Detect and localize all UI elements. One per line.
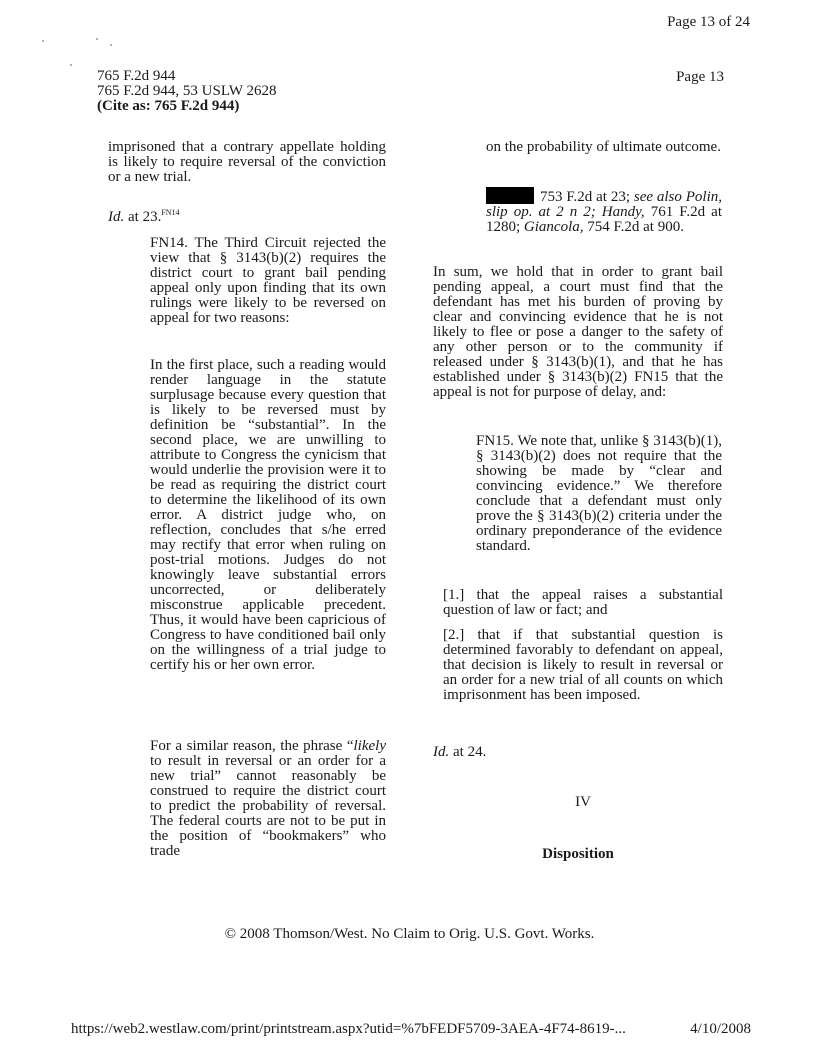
section-heading: Disposition xyxy=(542,846,614,862)
block-quote-2: For a similar reason, the phrase “likely to result in reversal or an order for a new trial” cannot reasonably be construed to require the district court to predict the probability of reversal. The federal courts are not to be put in the position of “bookmakers” who trade xyxy=(150,738,386,859)
citation-line: 765 F.2d 944, 53 USLW 2628 xyxy=(97,83,277,99)
source-url[interactable]: https://web2.westlaw.com/print/printstream.aspx?utid=%7bFEDF5709-3AEA-4F74-8619-... xyxy=(71,1021,626,1037)
copyright-footer: © 2008 Thomson/West. No Claim to Orig. U.S. Govt. Works. xyxy=(224,926,595,942)
list-item-2: [2.] that if that substantial question is determined favorably to defendant on appeal, that decision is likely to result in reversal or an order for a new trial of all counts on which imprisonment has been imposed. xyxy=(443,627,723,703)
paragraph-text: imprisoned that a contrary appellate holding is likely to require reversal of the conviction or a new trial. xyxy=(108,139,386,185)
list-item-1: [1.] that the appeal raises a substantial question of law or fact; and xyxy=(443,587,723,618)
redaction-block xyxy=(486,187,534,204)
right-paragraph: on the probability of ultimate outcome. xyxy=(486,139,721,155)
citation-line: 765 F.2d 944 xyxy=(97,68,176,84)
id-citation-2: Id. at 24. xyxy=(433,744,487,760)
citation-block xyxy=(97,69,277,114)
footnote-14: FN14. The Third Circuit rejected the view that § 3143(b)(2) requires the district court to grant bail pending appeal only upon finding that its own rulings were likely to be reversed on appeal for two reasons: xyxy=(150,235,386,326)
print-date: 4/10/2008 xyxy=(690,1021,751,1037)
print-url-bar xyxy=(71,1021,751,1038)
left-paragraph xyxy=(108,140,386,225)
holding-paragraph: In sum, we hold that in order to grant bail pending appeal, a court must find that the defendant has met his burden of proving by clear and convincing evidence that he is not likely to flee or pose a danger to the safety of any other person or to the community if released under § 3143(b)(1), and that he has established under § 3143(b)(2) FN15 that the appeal is not for purpose of delay, and: xyxy=(433,264,723,400)
id-citation: Id. at 23.$^{FN14}$ xyxy=(108,208,180,225)
page-number: Page 13 xyxy=(676,69,724,85)
footnote-marker[interactable]: FN14 xyxy=(161,208,180,217)
block-quote-1: In the first place, such a reading would render language in the statute surplusage because every question that is likely to be reversed must by definition be “substantial”. In the second place, we are unwilling to attribute to Congress the cynicism that would underlie the provision were it to be read as requiring the district court to determine the likelihood of its own error. A district judge who, on reflection, concludes that s/he erred may rectify that error when ruling on post-trial motions. Judges do not knowingly leave substantial errors uncorrected, or deliberately misconstrue applicable precedent. Thus, it would have been capricious of Congress to have conditioned bail only on the willingness of a trial judge to certify his or her own error. xyxy=(150,357,386,673)
footnote-15: FN15. We note that, unlike § 3143(b)(1), § 3143(b)(2) does not require that the showing be made by “clear and convincing evidence.” We therefore conclude that a defendant must only prove the § 3143(b)(2) criteria under the ordinary preponderance of the evidence standard. xyxy=(476,433,722,554)
case-citations: 753 F.2d at 23; see also Polin, slip op. at 2 n 2; Handy, 761 F.2d at 1280; Giancola, 754 F.2d at 900. xyxy=(486,189,722,235)
cite-as-line: (Cite as: 765 F.2d 944) xyxy=(97,98,240,114)
page-count: Page 13 of 24 xyxy=(667,14,750,30)
section-number: IV xyxy=(575,794,591,810)
